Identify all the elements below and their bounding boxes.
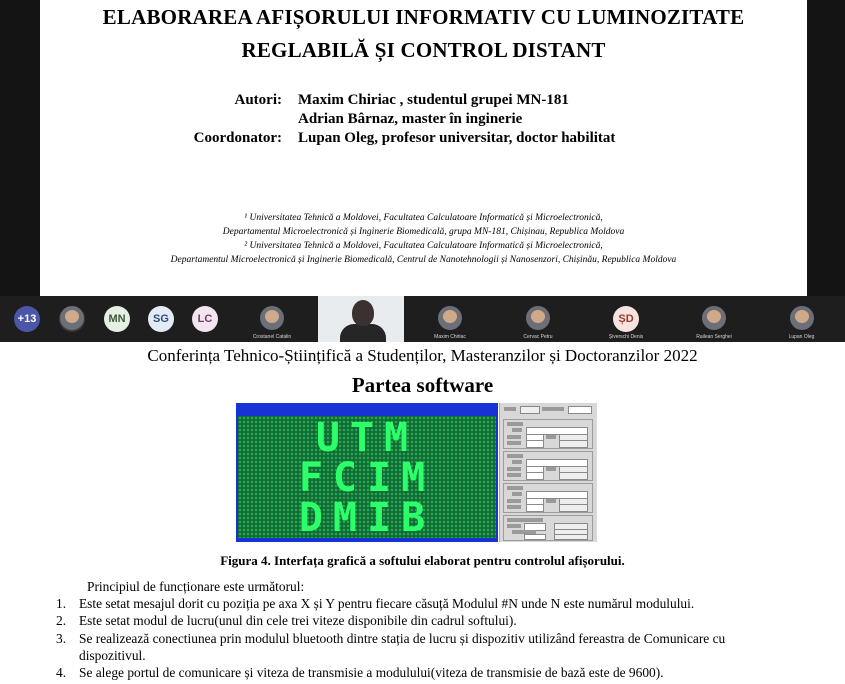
participant-tile[interactable] xyxy=(670,296,758,342)
participant-tile[interactable] xyxy=(582,296,670,342)
list-text: Este setat mesajul dorit cu poziția pe axa X și Y pentru fiecare căsuță Modulul #N unde N este numărul modulului. xyxy=(79,596,695,611)
participant-tile[interactable] xyxy=(406,296,494,342)
module-2-group xyxy=(503,451,593,481)
participant-tile[interactable] xyxy=(758,296,845,342)
list-item-continuation xyxy=(0,647,845,664)
participant-name: Lupan Oleg xyxy=(788,334,815,340)
slide-title-line2: REGLABILĂ ȘI CONTROL DISTANT xyxy=(241,38,606,62)
list-number: 1. xyxy=(56,596,67,611)
list-item xyxy=(0,630,845,647)
avatar xyxy=(260,306,284,330)
active-speaker-video[interactable] xyxy=(318,296,404,342)
module-3-group xyxy=(503,483,593,513)
led-line-1: UTM xyxy=(315,415,419,461)
slide-title-line1: ELABORAREA AFIȘORULUI INFORMATIV CU LUMINOZITATE xyxy=(102,5,745,29)
left-margin xyxy=(0,0,40,296)
affiliation-1b: Departamentul Microelectronică și Inginerie Biomedicală, grupa MN-181, Chișinau, Republica Moldova xyxy=(222,227,625,237)
participant-name: Cervac Petru xyxy=(523,334,553,340)
participant-name: Crostanel Catalin xyxy=(252,334,292,340)
list-text: dispozitivul. xyxy=(79,648,146,663)
communication-group xyxy=(503,515,593,541)
list-text: Este setat modul de lucru(unul din cele trei viteze disponibile din cadrul softului). xyxy=(79,613,517,628)
participant-initials-mn[interactable]: MN xyxy=(104,306,130,332)
title-slide xyxy=(40,0,807,296)
coordinator-name: Lupan Oleg, profesor universitar, doctor habilitat xyxy=(298,130,616,146)
participant-initials-sd: ȘD xyxy=(613,306,639,332)
more-participants-button[interactable]: +13 xyxy=(14,306,40,332)
author-1: Maxim Chiriac , studentul grupei MN-181 xyxy=(298,92,569,108)
led-line-3: DMIB xyxy=(298,495,436,541)
list-number: 4. xyxy=(56,665,67,680)
participant-name: Șiverschi Denis xyxy=(608,334,644,340)
author-2: Adrian Bârnaz, master în inginerie xyxy=(298,111,523,127)
avatar xyxy=(702,306,726,330)
software-control-panel xyxy=(499,403,597,542)
section-heading: Partea software xyxy=(351,373,494,397)
content-slide xyxy=(0,342,845,684)
avatar xyxy=(526,306,550,330)
list-text: Se alege portul de comunicare și viteza de transmisie a modulului(viteza de transmisie de bază este de 9600). xyxy=(79,665,664,680)
conference-title: Conferința Tehnico-Științifică a Studenților, Masteranzilor și Doctoranzilor 2022 xyxy=(147,346,698,365)
avatar xyxy=(438,306,462,330)
participant-initials-lc[interactable]: LC xyxy=(192,306,218,332)
list-item xyxy=(0,664,845,681)
list-item xyxy=(0,595,845,612)
participant-name: Railean Serghei xyxy=(696,334,732,340)
list-number: 2. xyxy=(56,613,67,628)
participant-initials-sg[interactable]: SG xyxy=(148,306,174,332)
participant-tile[interactable] xyxy=(494,296,582,342)
avatar xyxy=(790,306,814,330)
affiliation-1a: ¹ Universitatea Tehnică a Moldovei, Facultatea Calculatoare Informatică și Microelectronică, xyxy=(244,213,603,223)
led-line-2: FCIM xyxy=(298,455,436,501)
list-text: Se realizează conectiunea prin modulul bluetooth dintre stația de lucru și dispozitiv utilizând fereastra de Comunicare cu xyxy=(79,631,726,646)
participant-tile[interactable] xyxy=(228,296,316,342)
affiliation-2a: ² Universitatea Tehnică a Moldovei, Facultatea Calculatoare Informatică și Microelectronică, xyxy=(244,241,603,251)
list-item xyxy=(0,612,845,629)
affiliation-2b: Departamentul Microelectronică și Inginerie Biomedicală, Centrul de Nanotehnologii și Nanosenzori, Chișinău, Republica Moldova xyxy=(170,255,677,265)
intro-text: Principiul de funcționare este următorul: xyxy=(87,579,305,594)
module-1-group xyxy=(503,419,593,449)
led-display-preview xyxy=(236,403,498,542)
authors-label: Autori: xyxy=(234,92,282,108)
participant-name: Maxim Chiriac xyxy=(434,334,466,340)
figure-caption: Figura 4. Interfața grafică a softului elaborat pentru controlul afișorului. xyxy=(220,553,625,568)
right-margin xyxy=(807,0,845,296)
list-number: 3. xyxy=(56,631,67,646)
coordinator-label: Coordonator: xyxy=(193,130,282,146)
participant-photo-avatar[interactable] xyxy=(59,306,85,332)
